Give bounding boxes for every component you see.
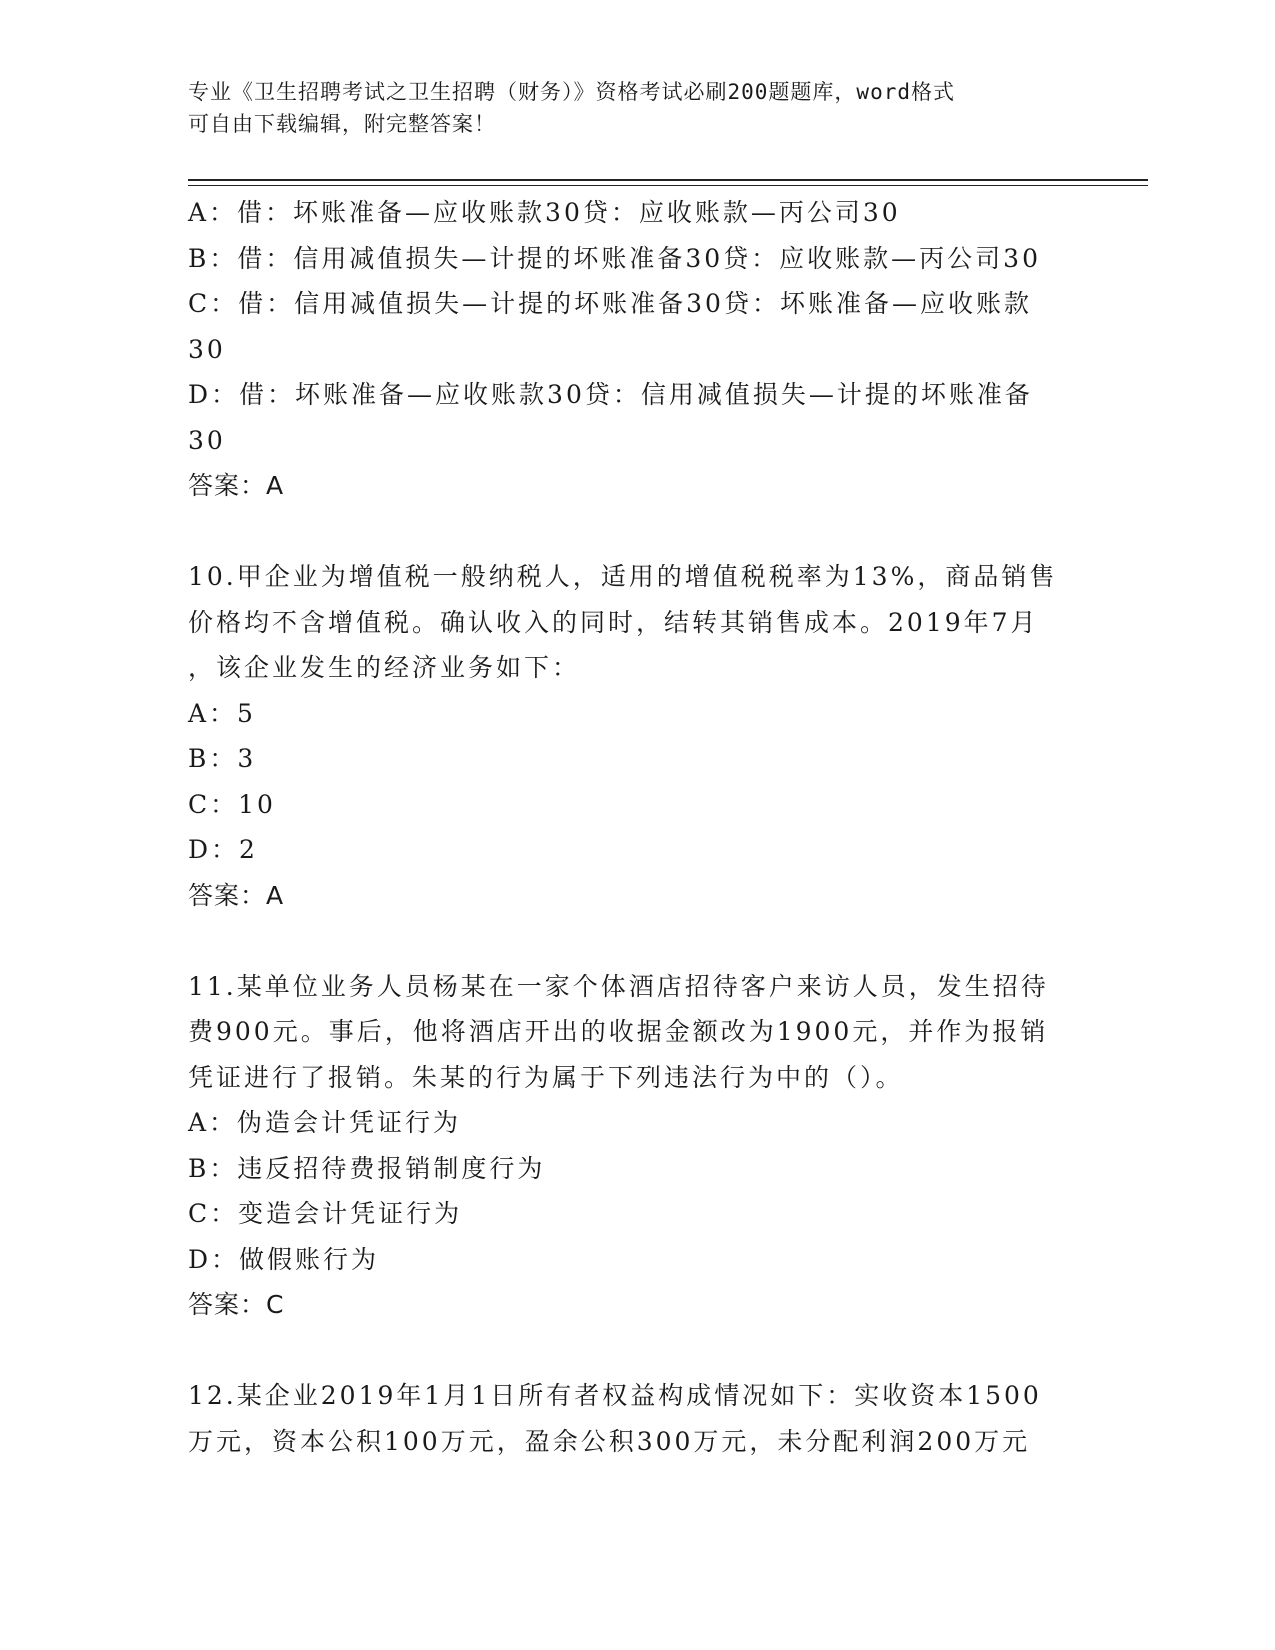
option-c-continued: 30 — [188, 334, 226, 364]
question-stem-line: 11.某单位业务人员杨某在一家个体酒店招待客户来访人员，发生招待 — [188, 971, 1049, 1001]
option-b: B：违反招待费报销制度行为 — [188, 1153, 546, 1183]
question-block-10 — [188, 554, 1148, 918]
document-body — [188, 190, 1148, 1464]
question-stem-line: 10.甲企业为增值税一般纳税人，适用的增值税税率为13%，商品销售 — [188, 562, 1058, 591]
answer-line: 答案：C — [188, 1290, 285, 1319]
option-c: C：变造会计凭证行为 — [188, 1199, 463, 1228]
question-block-12 — [188, 1373, 1148, 1464]
option-a: A：借：坏账准备—应收账款30贷：应收账款—丙公司30 — [188, 198, 901, 227]
question-stem-line: ，该企业发生的经济业务如下： — [188, 653, 581, 682]
header-line-1: 专业《卫生招聘考试之卫生招聘（财务）》资格考试必刷200题题库，word格式 — [188, 80, 955, 104]
header-divider-thick — [188, 179, 1148, 181]
question-stem-line: 费900元。事后，他将酒店开出的收据金额改为1900元，并作为报销 — [188, 1017, 1049, 1046]
answer-line: 答案：A — [188, 880, 285, 910]
spacer — [188, 509, 1148, 555]
question-stem-line: 12.某企业2019年1月1日所有者权益构成情况如下：实收资本1500 — [188, 1381, 1042, 1410]
option-a: A：伪造会计凭证行为 — [188, 1108, 462, 1137]
option-d: D：2 — [188, 835, 258, 864]
document-header — [188, 76, 1088, 140]
question-stem-line: 价格均不含增值税。确认收入的同时，结转其销售成本。2019年7月 — [188, 607, 1039, 637]
answer-line: 答案：A — [188, 471, 285, 500]
question-stem-line: 凭证进行了报销。朱某的行为属于下列违法行为中的（）。 — [188, 1062, 904, 1092]
option-a: A：5 — [188, 698, 256, 728]
spacer — [188, 1328, 1148, 1374]
question-stem-line: 万元，资本公积100万元，盈余公积300万元，未分配利润200万元 — [188, 1426, 1031, 1456]
header-divider-thin — [188, 185, 1148, 186]
question-block-9 — [188, 190, 1148, 509]
spacer — [188, 918, 1148, 964]
option-d: D：借：坏账准备—应收账款30贷：信用减值损失—计提的坏账准备 — [188, 380, 1033, 409]
option-c: C：10 — [188, 789, 276, 819]
option-b: B：3 — [188, 744, 257, 773]
option-d: D：做假账行为 — [188, 1244, 380, 1274]
option-b: B：借：信用减值损失—计提的坏账准备30贷：应收账款—丙公司30 — [188, 243, 1041, 273]
header-line-2: 可自由下载编辑，附完整答案！ — [188, 112, 496, 136]
option-d-continued: 30 — [188, 425, 226, 455]
question-block-11 — [188, 964, 1148, 1328]
option-c: C：借：信用减值损失—计提的坏账准备30贷：坏账准备—应收账款 — [188, 289, 1032, 318]
